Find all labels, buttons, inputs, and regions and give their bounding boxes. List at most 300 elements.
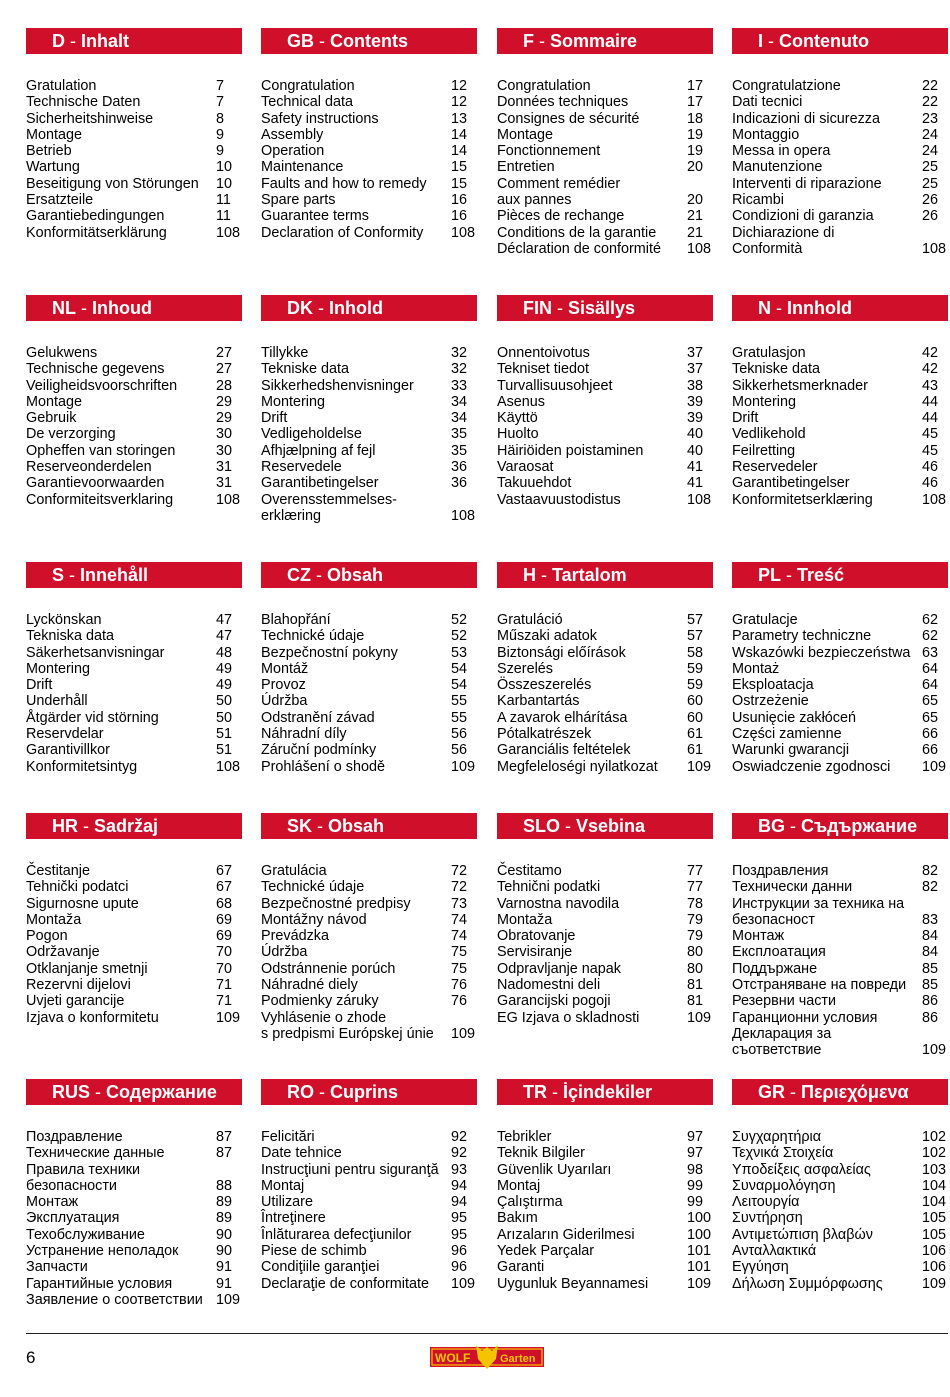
toc-entry bbox=[497, 127, 713, 143]
toc-entry-page: 70 bbox=[216, 944, 233, 961]
toc-entry-title: Teknik Bilgiler bbox=[497, 1145, 585, 1162]
toc-entry bbox=[26, 944, 242, 960]
section-code: DK bbox=[287, 298, 313, 318]
toc-entry bbox=[732, 693, 948, 709]
toc-entry-title: Sikkerhedshenvisninger bbox=[261, 377, 414, 394]
toc-entry-page: 108 bbox=[451, 507, 476, 524]
toc-entry bbox=[261, 863, 477, 879]
toc-entry-page: 94 bbox=[451, 1177, 468, 1194]
toc-entry bbox=[732, 394, 948, 410]
toc-entry-page: 108 bbox=[216, 224, 241, 241]
toc-entry-page: 77 bbox=[687, 863, 704, 879]
toc-entry bbox=[26, 1243, 242, 1259]
toc-entry-page: 76 bbox=[451, 977, 468, 994]
toc-entry-title: Гаранционни условия bbox=[732, 1009, 878, 1026]
toc-entry-page: 10 bbox=[216, 159, 233, 176]
toc-entry bbox=[497, 1227, 713, 1243]
toc-entry bbox=[497, 928, 713, 944]
toc-list bbox=[497, 863, 713, 1026]
toc-entry-page: 32 bbox=[451, 361, 468, 378]
section-title: Treść bbox=[797, 565, 845, 585]
toc-entry-title: Műszaki adatok bbox=[497, 628, 597, 645]
section-header: PL - Treść bbox=[732, 562, 948, 588]
toc-entry-page: 15 bbox=[451, 159, 468, 176]
toc-entry-page: 109 bbox=[687, 1275, 712, 1292]
toc-entry-page: 65 bbox=[922, 693, 939, 710]
toc-entry-page: 37 bbox=[687, 361, 704, 378]
toc-entry bbox=[26, 742, 242, 758]
toc-entry-title: Λειτουργία bbox=[732, 1194, 800, 1211]
toc-entry bbox=[497, 879, 713, 895]
toc-entry-page: 24 bbox=[922, 143, 939, 160]
toc-list bbox=[261, 345, 477, 524]
toc-entry-title: Održavanje bbox=[26, 944, 100, 961]
toc-entry-page: 22 bbox=[922, 78, 939, 94]
toc-entry-title: Megfeleloségi nyilatkozat bbox=[497, 758, 658, 775]
toc-entry-title: Sicherheitshinweise bbox=[26, 110, 154, 127]
toc-entry-page: 105 bbox=[922, 1226, 947, 1243]
toc-entry-title: Montaj bbox=[497, 1177, 541, 1194]
toc-entry-title: Vedlikehold bbox=[732, 426, 806, 443]
toc-entry-page: 77 bbox=[687, 879, 704, 896]
toc-entry-title: Монтаж bbox=[732, 928, 785, 945]
toc-entry-page: 39 bbox=[687, 410, 704, 427]
toc-entry-page: 12 bbox=[451, 78, 468, 94]
toc-entry-title: Données techniques bbox=[497, 94, 629, 111]
section-code: H bbox=[523, 565, 536, 585]
toc-entry bbox=[732, 993, 948, 1009]
toc-entry bbox=[497, 143, 713, 159]
toc-entry-page: 35 bbox=[451, 426, 468, 443]
toc-entry-page: 29 bbox=[216, 393, 233, 410]
toc-section-rus bbox=[26, 1079, 242, 1308]
toc-entry-page: 20 bbox=[687, 159, 704, 176]
toc-entry-page: 66 bbox=[922, 742, 939, 759]
toc-entry-title: Technische Daten bbox=[26, 94, 141, 111]
toc-entry bbox=[732, 1162, 948, 1178]
toc-entry-page: 19 bbox=[687, 126, 704, 143]
toc-entry bbox=[497, 726, 713, 742]
toc-entry-title: EG Izjava o skladnosti bbox=[497, 1009, 640, 1026]
toc-entry-page: 22 bbox=[922, 94, 939, 111]
toc-entry-page: 68 bbox=[216, 895, 233, 912]
toc-entry-title: Montage bbox=[26, 126, 83, 143]
toc-entry-title: Faults and how to remedy bbox=[261, 175, 427, 192]
toc-entry-title: Otklanjanje smetnji bbox=[26, 960, 148, 977]
toc-entry-title: Ersatzteile bbox=[26, 192, 94, 209]
section-header: I - Contenuto bbox=[732, 28, 948, 54]
toc-entry-title: Reservedeler bbox=[732, 459, 818, 476]
toc-entry-page: 64 bbox=[922, 660, 939, 677]
toc-entry-page: 106 bbox=[922, 1259, 947, 1276]
section-code: S bbox=[52, 565, 65, 585]
toc-entry-title: Nadomestni deli bbox=[497, 977, 601, 994]
toc-entry bbox=[26, 378, 242, 394]
toc-entry bbox=[26, 612, 242, 628]
toc-entry-page: 55 bbox=[451, 709, 468, 726]
toc-entry bbox=[261, 759, 477, 775]
toc-entry-title: Arızaların Giderilmesi bbox=[497, 1226, 635, 1243]
toc-entry bbox=[497, 1162, 713, 1178]
toc-entry-title: Piese de schimb bbox=[261, 1243, 367, 1260]
toc-entry-page: 104 bbox=[922, 1194, 947, 1211]
toc-entry-title: Техобслуживание bbox=[26, 1226, 145, 1243]
toc-section-tr bbox=[497, 1079, 713, 1292]
toc-entry bbox=[732, 1210, 948, 1226]
toc-entry-page: 92 bbox=[451, 1145, 468, 1162]
toc-entry-page: 84 bbox=[922, 928, 939, 945]
section-header: RUS - Содержание bbox=[26, 1079, 242, 1105]
toc-entry bbox=[732, 944, 948, 960]
toc-entry-page: 59 bbox=[687, 660, 704, 677]
toc-entry bbox=[261, 345, 477, 361]
toc-entry bbox=[261, 710, 477, 726]
toc-entry-page: 70 bbox=[216, 960, 233, 977]
toc-entry-page: 109 bbox=[687, 758, 712, 775]
toc-entry bbox=[26, 726, 242, 742]
toc-entry-title: Izjava o konformitetu bbox=[26, 1009, 159, 1026]
toc-entry-title: Technické údaje bbox=[261, 879, 365, 896]
toc-entry-title: A zavarok elhárítása bbox=[497, 709, 628, 726]
toc-entry bbox=[732, 928, 948, 944]
wolf-garten-logo bbox=[430, 1343, 544, 1371]
toc-entry bbox=[26, 977, 242, 993]
section-title: Contenuto bbox=[779, 31, 869, 51]
section-title: Contents bbox=[330, 31, 408, 51]
toc-entry-title: Operation bbox=[261, 143, 325, 160]
toc-entry bbox=[732, 1145, 948, 1161]
toc-entry-page: 109 bbox=[216, 1009, 241, 1026]
toc-entry-title: Устранение неполадок bbox=[26, 1243, 179, 1260]
toc-entry-title: De verzorging bbox=[26, 426, 116, 443]
toc-entry bbox=[26, 1210, 242, 1226]
toc-entry-title: Поддържане bbox=[732, 960, 818, 977]
toc-entry bbox=[26, 208, 242, 224]
section-code: CZ bbox=[287, 565, 311, 585]
toc-entry-page: 50 bbox=[216, 693, 233, 710]
toc-list bbox=[261, 863, 477, 1042]
toc-entry-page: 90 bbox=[216, 1243, 233, 1260]
section-code: F bbox=[523, 31, 534, 51]
toc-entry bbox=[732, 426, 948, 442]
toc-entry bbox=[26, 127, 242, 143]
toc-entry-page: 109 bbox=[922, 758, 947, 775]
toc-entry bbox=[26, 628, 242, 644]
toc-entry-title: Overensstemmelses- erklæring bbox=[261, 491, 397, 524]
toc-entry bbox=[732, 94, 948, 110]
toc-entry-title: Garantivillkor bbox=[26, 742, 110, 759]
toc-entry-page: 47 bbox=[216, 612, 233, 628]
toc-entry-page: 17 bbox=[687, 78, 704, 94]
toc-entry-page: 91 bbox=[216, 1259, 233, 1276]
toc-entry-page: 54 bbox=[451, 677, 468, 694]
toc-entry-page: 25 bbox=[922, 159, 939, 176]
toc-entry-title: Uvjeti garancije bbox=[26, 993, 125, 1010]
toc-entry bbox=[732, 1276, 948, 1292]
toc-entry-page: 69 bbox=[216, 928, 233, 945]
section-code: SLO bbox=[523, 816, 561, 836]
toc-entry-page: 109 bbox=[451, 1025, 476, 1042]
toc-entry-page: 35 bbox=[451, 442, 468, 459]
toc-entry-page: 100 bbox=[687, 1226, 712, 1243]
section-title: Vsebina bbox=[576, 816, 646, 836]
toc-entry bbox=[261, 928, 477, 944]
toc-entry bbox=[497, 394, 713, 410]
toc-entry-page: 65 bbox=[922, 709, 939, 726]
toc-entry bbox=[261, 1259, 477, 1275]
toc-entry bbox=[26, 176, 242, 192]
toc-entry-title: Bezpečnostné predpisy bbox=[261, 895, 411, 912]
toc-entry-title: Reserveonderdelen bbox=[26, 459, 152, 476]
toc-entry-page: 7 bbox=[216, 94, 225, 111]
toc-entry-title: Takuuehdot bbox=[497, 475, 572, 492]
toc-entry-title: Συναρμολόγηση bbox=[732, 1177, 836, 1194]
toc-section-d bbox=[26, 28, 242, 241]
toc-entry bbox=[261, 677, 477, 693]
toc-entry-title: Eksploatacja bbox=[732, 677, 814, 694]
toc-entry-page: 82 bbox=[922, 863, 939, 879]
toc-section-bg bbox=[732, 813, 948, 1059]
toc-entry-page: 21 bbox=[687, 208, 704, 225]
toc-entry-page: 99 bbox=[687, 1177, 704, 1194]
toc-entry-title: Konformitetserklæring bbox=[732, 491, 873, 508]
toc-entry-title: Konformitätserklärung bbox=[26, 224, 167, 241]
section-header: D - Inhalt bbox=[26, 28, 242, 54]
toc-entry bbox=[732, 176, 948, 192]
toc-entry-title: Congratulatzione bbox=[732, 78, 841, 94]
toc-entry-page: 109 bbox=[451, 758, 476, 775]
toc-entry-title: Uygunluk Beyannamesi bbox=[497, 1275, 649, 1292]
toc-entry-title: Oswiadczenie zgodnosci bbox=[732, 758, 891, 775]
section-code: GR bbox=[758, 1082, 785, 1102]
toc-entry-page: 80 bbox=[687, 944, 704, 961]
toc-entry-page: 10 bbox=[216, 175, 233, 192]
section-code: TR bbox=[523, 1082, 547, 1102]
toc-list bbox=[732, 863, 948, 1059]
toc-entry-title: Indicazioni di sicurezza bbox=[732, 110, 880, 127]
toc-entry bbox=[261, 143, 477, 159]
toc-entry bbox=[26, 111, 242, 127]
toc-entry-title: Инструкции за техника на безопасност bbox=[732, 895, 905, 928]
toc-entry-page: 13 bbox=[451, 110, 468, 127]
toc-entry bbox=[497, 410, 713, 426]
toc-list bbox=[26, 1129, 242, 1308]
toc-list bbox=[26, 863, 242, 1026]
toc-entry bbox=[497, 993, 713, 1009]
toc-entry-page: 54 bbox=[451, 660, 468, 677]
toc-entry-title: Montering bbox=[26, 660, 90, 677]
toc-entry-title: Garanciális feltételek bbox=[497, 742, 631, 759]
toc-entry-title: Tekniset tiedot bbox=[497, 361, 589, 378]
toc-entry-page: 85 bbox=[922, 977, 939, 994]
toc-entry-page: 78 bbox=[687, 895, 704, 912]
toc-list bbox=[497, 1129, 713, 1292]
toc-entry-page: 84 bbox=[922, 944, 939, 961]
toc-entry bbox=[497, 361, 713, 377]
toc-entry bbox=[497, 1145, 713, 1161]
toc-entry bbox=[497, 612, 713, 628]
toc-entry-page: 16 bbox=[451, 208, 468, 225]
toc-entry-page: 9 bbox=[216, 143, 225, 160]
section-title: Sisällys bbox=[568, 298, 636, 318]
toc-entry-title: Náhradné diely bbox=[261, 977, 358, 994]
toc-entry-page: 98 bbox=[687, 1161, 704, 1178]
toc-entry bbox=[732, 475, 948, 491]
toc-entry-page: 103 bbox=[922, 1161, 947, 1178]
toc-entry-title: Utilizare bbox=[261, 1194, 313, 1211]
toc-entry-page: 37 bbox=[687, 345, 704, 361]
toc-section-n bbox=[732, 295, 948, 508]
toc-entry bbox=[261, 208, 477, 224]
toc-entry-title: Congratulation bbox=[261, 78, 355, 94]
toc-entry bbox=[497, 1210, 713, 1226]
toc-entry-title: Pogon bbox=[26, 928, 68, 945]
toc-entry bbox=[732, 645, 948, 661]
section-code: N bbox=[758, 298, 771, 318]
toc-entry-title: Underhåll bbox=[26, 693, 88, 710]
toc-entry bbox=[497, 961, 713, 977]
toc-section-gr bbox=[732, 1079, 948, 1292]
toc-entry-page: 51 bbox=[216, 742, 233, 759]
toc-entry bbox=[26, 879, 242, 895]
toc-entry bbox=[497, 345, 713, 361]
toc-section-sk bbox=[261, 813, 477, 1042]
toc-entry-title: Bezpečnostní pokyny bbox=[261, 644, 398, 661]
toc-entry-page: 105 bbox=[922, 1210, 947, 1227]
toc-entry bbox=[497, 1276, 713, 1292]
toc-list bbox=[732, 345, 948, 508]
toc-entry-title: Servisiranje bbox=[497, 944, 573, 961]
toc-entry-page: 14 bbox=[451, 126, 468, 143]
toc-entry bbox=[26, 912, 242, 928]
toc-entry-page: 19 bbox=[687, 143, 704, 160]
toc-entry-page: 49 bbox=[216, 660, 233, 677]
toc-entry-page: 79 bbox=[687, 911, 704, 928]
toc-entry-title: Bakım bbox=[497, 1210, 538, 1227]
footer-divider bbox=[26, 1333, 948, 1334]
toc-list bbox=[732, 78, 948, 257]
toc-entry bbox=[732, 159, 948, 175]
toc-entry bbox=[732, 961, 948, 977]
toc-entry-title: Монтаж bbox=[26, 1194, 79, 1211]
toc-entry-title: Karbantartás bbox=[497, 693, 580, 710]
section-code: FIN bbox=[523, 298, 552, 318]
toc-entry bbox=[497, 1243, 713, 1259]
toc-entry bbox=[497, 475, 713, 491]
section-header: SK - Obsah bbox=[261, 813, 477, 839]
toc-entry-title: Häiriöiden poistaminen bbox=[497, 442, 644, 459]
toc-entry bbox=[732, 208, 948, 224]
toc-entry-page: 57 bbox=[687, 612, 704, 628]
toc-entry-page: 61 bbox=[687, 742, 704, 759]
toc-entry-page: 72 bbox=[451, 879, 468, 896]
toc-section-cz bbox=[261, 562, 477, 775]
toc-entry-title: Afhjælpning af fejl bbox=[261, 442, 376, 459]
toc-entry-title: Conditions de la garantie bbox=[497, 224, 657, 241]
toc-entry-title: Dichiarazione di Conformità bbox=[732, 224, 835, 257]
toc-entry-title: Заявление о соответствии bbox=[26, 1291, 203, 1308]
toc-entry-title: Szerelés bbox=[497, 660, 553, 677]
toc-entry-page: 109 bbox=[451, 1275, 476, 1292]
toc-entry-page: 73 bbox=[451, 895, 468, 912]
toc-entry bbox=[261, 78, 477, 94]
section-header: H - Tartalom bbox=[497, 562, 713, 588]
toc-entry bbox=[26, 961, 242, 977]
toc-entry-page: 61 bbox=[687, 726, 704, 743]
toc-entry-title: Condiţiile garanţiei bbox=[261, 1259, 380, 1276]
toc-entry bbox=[497, 693, 713, 709]
toc-entry bbox=[261, 1145, 477, 1161]
toc-entry bbox=[26, 192, 242, 208]
toc-section-nl bbox=[26, 295, 242, 508]
toc-entry-title: Υποδείξεις ασφαλείας bbox=[732, 1161, 871, 1178]
toc-entry-page: 9 bbox=[216, 126, 225, 143]
toc-entry-title: Felicitări bbox=[261, 1129, 315, 1145]
toc-entry-page: 67 bbox=[216, 863, 233, 879]
toc-entry bbox=[732, 612, 948, 628]
toc-entry-title: Comment remédier aux pannes bbox=[497, 175, 621, 209]
toc-entry-title: Δήλωση Συμμόρφωσης bbox=[732, 1275, 883, 1292]
toc-entry bbox=[497, 225, 713, 241]
toc-entry-title: Sigurnosne upute bbox=[26, 895, 139, 912]
toc-entry-title: Технически данни bbox=[732, 879, 853, 896]
toc-entry bbox=[261, 977, 477, 993]
toc-entry-page: 89 bbox=[216, 1210, 233, 1227]
toc-entry-page: 96 bbox=[451, 1243, 468, 1260]
toc-entry-title: Tehnički podatci bbox=[26, 879, 129, 896]
toc-entry bbox=[261, 1129, 477, 1145]
section-header: BG - Съдържание bbox=[732, 813, 948, 839]
section-code: BG bbox=[758, 816, 785, 836]
toc-entry-title: Declaration of Conformity bbox=[261, 224, 424, 241]
toc-entry-page: 101 bbox=[687, 1259, 712, 1276]
toc-entry-page: 47 bbox=[216, 628, 233, 645]
toc-entry bbox=[261, 378, 477, 394]
toc-entry-title: Tebrikler bbox=[497, 1129, 552, 1145]
toc-entry-page: 40 bbox=[687, 426, 704, 443]
toc-section-pl bbox=[732, 562, 948, 775]
toc-entry-page: 31 bbox=[216, 459, 233, 476]
toc-entry bbox=[497, 208, 713, 224]
toc-entry-title: Čestitamo bbox=[497, 863, 562, 879]
toc-entry-title: Montering bbox=[732, 393, 796, 410]
toc-entry-title: Ανταλλακτικά bbox=[732, 1243, 817, 1260]
toc-entry-title: Veiligheidsvoorschriften bbox=[26, 377, 178, 394]
toc-entry bbox=[26, 1010, 242, 1026]
toc-entry-page: 109 bbox=[687, 1009, 712, 1026]
toc-entry bbox=[497, 378, 713, 394]
toc-entry-page: 29 bbox=[216, 410, 233, 427]
section-title: Съдържание bbox=[801, 816, 918, 836]
toc-section-ro bbox=[261, 1079, 477, 1292]
toc-entry bbox=[261, 492, 477, 525]
toc-entry-page: 69 bbox=[216, 911, 233, 928]
toc-entry bbox=[26, 143, 242, 159]
toc-entry-page: 43 bbox=[922, 377, 939, 394]
toc-entry-title: Déclaration de conformité bbox=[497, 240, 661, 257]
toc-entry bbox=[26, 759, 242, 775]
toc-entry-title: Fonctionnement bbox=[497, 143, 601, 160]
toc-entry bbox=[261, 443, 477, 459]
toc-entry-page: 94 bbox=[451, 1194, 468, 1211]
toc-entry bbox=[732, 78, 948, 94]
toc-entry-title: Συγχαρητήρια bbox=[732, 1129, 822, 1145]
toc-entry-page: 24 bbox=[922, 126, 939, 143]
toc-entry bbox=[732, 1178, 948, 1194]
toc-entry-title: Gratulation bbox=[26, 78, 97, 94]
toc-entry-title: Garantibetingelser bbox=[261, 475, 379, 492]
toc-entry-title: Messa in opera bbox=[732, 143, 831, 160]
